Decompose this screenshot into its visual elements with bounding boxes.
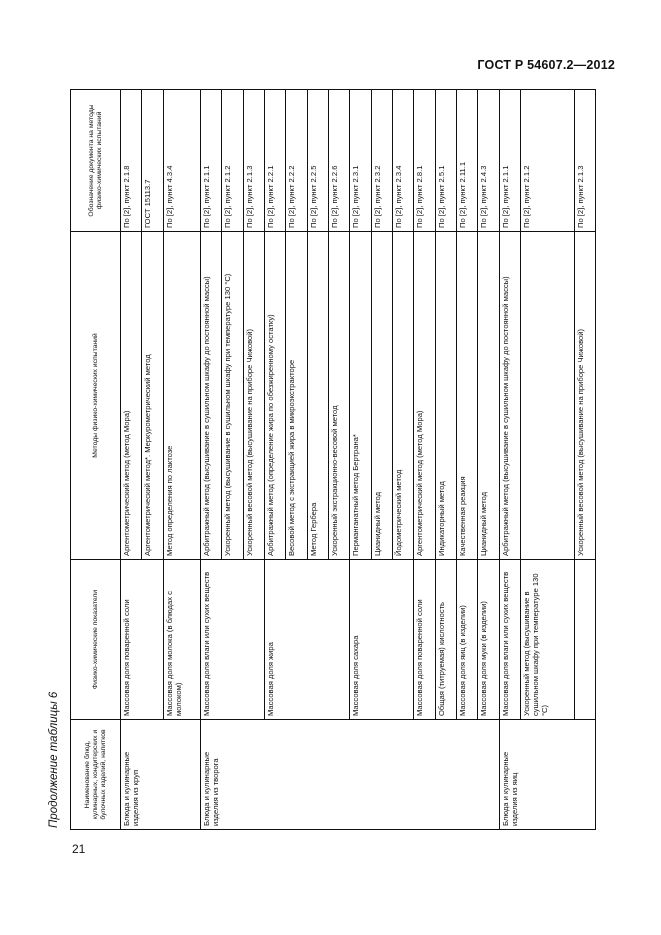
document-cell: По [2], пункт 2.3.2 [371,90,392,232]
document-cell: По [2], пункт 2.3.1 [350,90,371,232]
indicator-cell: Общая (титруемая) кислотность [435,560,456,720]
method-cell: Весовой метод с экстракцией жира в микроэкстракторе [286,232,307,560]
header-document: Обозначение документа на методы физико-химических испытаний [71,90,121,232]
method-cell: Аргентометрический метод*. Меркурометрический метод [142,232,163,560]
method-cell: Ускоренный метод (высушивание в сушильном шкафу при температуре 130 °С) [222,232,243,560]
table-row [435,90,456,830]
table-header-row [71,90,121,830]
method-cell: Арбитражный метод (определение жира по обезжиренному остатку) [265,232,286,560]
method-cell: Цианидный метод [371,232,392,560]
table-row [414,90,435,830]
indicator-cell: Массовая доля поваренной соли [121,560,164,720]
method-cell: Метод определения по лактозе [163,232,200,560]
dish-cell: Блюда и кулинарные изделия из яиц [499,720,595,830]
table-row [121,90,142,830]
document-cell: По [2], пункт 2.1.3 [243,90,264,232]
method-cell: Качественная реакция [457,232,478,560]
document-cell: По [2], пункт 2.3.4 [393,90,414,232]
document-cell: По [2], пункт 2.4.3 [478,90,499,232]
table-row [478,90,499,830]
document-cell: По [2], пункт 4.3.4 [163,90,200,232]
method-cell: Ускоренный весовой метод (высушивание на приборе Чижовой) [243,232,264,560]
document-cell: По [2], пункт 2.1.1 [499,90,520,232]
document-cell: По [2], пункт 2.2.2 [286,90,307,232]
rotated-table-block [48,90,596,830]
method-cell: Ускоренный экстракционно-весовой метод [329,232,350,560]
methods-table [70,89,596,830]
document-cell: По [2], пункт 2.1.2 [521,90,575,232]
standard-designation: ГОСТ Р 54607.2—2012 [477,58,615,72]
document-cell: По [2], пункт 2.2.5 [307,90,328,232]
document-cell: По [2], пункт 2.1.3 [574,90,595,232]
document-cell: По [2], пункт 2.2.1 [265,90,286,232]
document-cell: По [2], пункт 2.1.1 [201,90,222,232]
document-cell: По [2], пункт 2.1.8 [121,90,142,232]
document-cell: По [2], пункт 2.8.1 [414,90,435,232]
table-row [521,90,575,830]
table-row [574,90,595,830]
method-cell: Цианидный метод [478,232,499,560]
table-row [265,90,286,830]
table-row [163,90,200,830]
document-cell: ГОСТ 15113.7 [142,90,163,232]
document-cell: По [2], пункт 2.5.1 [435,90,456,232]
method-cell: Йодометрический метод [393,232,414,560]
indicator-cell [574,560,595,720]
table-caption: Продолжение таблицы 6 [48,691,60,828]
indicator-cell: Массовая доля яиц (в изделии) [457,560,478,720]
method-cell: Метод Гербера [307,232,328,560]
method-cell: Арбитражный метод (высушивание в сушильном шкафу до постоянной массы) [201,232,222,560]
indicator-cell: Массовая доля муки (в изделии) [478,560,499,720]
document-cell: По [2], пункт 2.11.1 [457,90,478,232]
header-indicator: Физико-химические показатели [71,560,121,720]
table-row [457,90,478,830]
page-number: 21 [72,842,86,856]
indicator-cell: Массовая доля сахара [350,560,414,720]
method-cell: Ускоренный весовой метод (высушивание на приборе Чижовой) [574,232,595,560]
header-dish: Наименование блюд, кулинарных, кондитерских и булочных изделий, напитков [71,720,121,830]
header-method: Методы физико-химических испытаний [71,232,121,560]
method-cell [521,232,575,560]
indicator-cell: Массовая доля влаги или сухих веществ [499,560,520,720]
dish-cell: Блюда и кулинарные изделия из круп [121,720,201,830]
method-cell: Арбитражный метод (высушивание в сушильном шкафу до постоянной массы) [499,232,520,560]
method-cell: Аргентометрический метод (метод Мора) [414,232,435,560]
indicator-cell: Массовая доля поваренной соли [414,560,435,720]
dish-cell: Блюда и кулинарные изделия из творога [201,720,500,830]
document-cell: По [2], пункт 2.2.6 [329,90,350,232]
table-row [499,90,520,830]
indicator-cell: Массовая доля жира [265,560,350,720]
indicator-cell: Массовая доля молока (в блюдах с молоком) [163,560,200,720]
indicator-cell: Массовая доля влаги или сухих веществ [201,560,265,720]
indicator-cell: Ускоренный метод (высушивание в сушильном шкафу при температуре 130 °С) [521,560,575,720]
document-cell: По [2], пункт 2.1.2 [222,90,243,232]
table-row [350,90,371,830]
method-cell: Перманганатный метод Бертрана* [350,232,371,560]
method-cell: Аргентометрический метод (метод Мора) [121,232,142,560]
method-cell: Индикаторный метод [435,232,456,560]
table-row [201,90,222,830]
